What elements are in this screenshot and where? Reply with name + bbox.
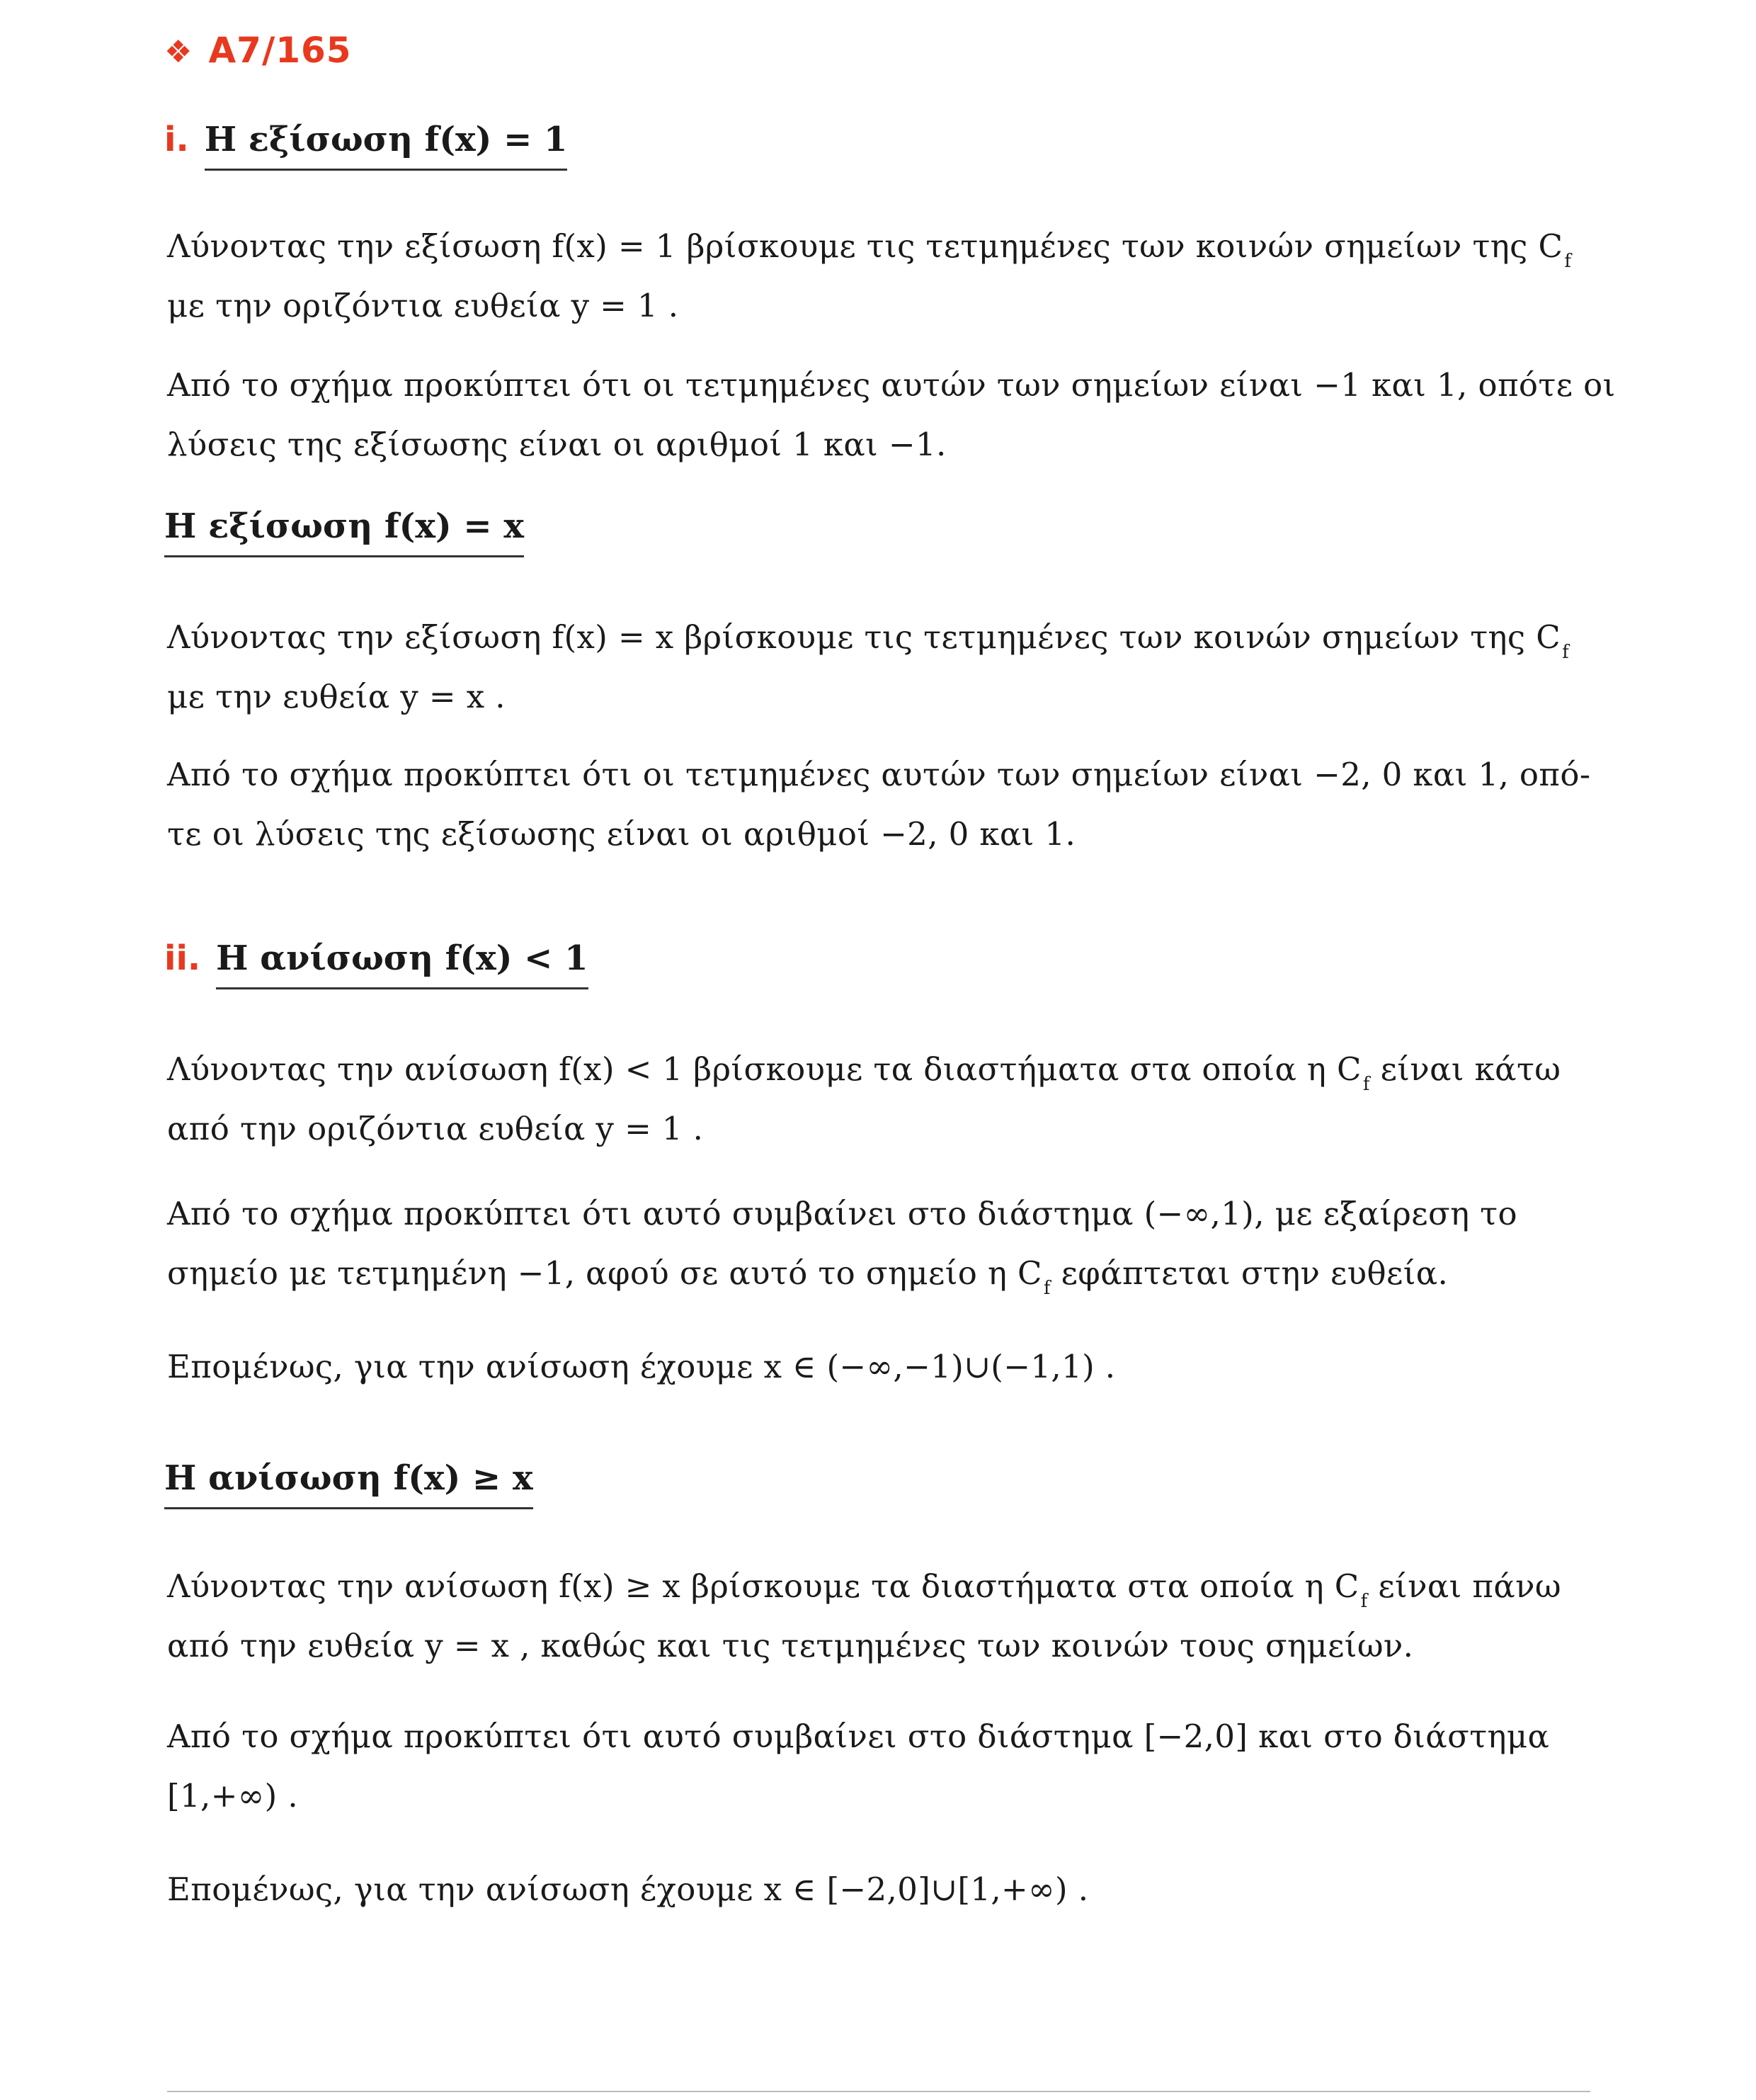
math-expression: f(x) ≥ x [559,1567,681,1605]
text-line [167,1557,1604,1616]
text-line [167,1184,1604,1244]
text: βρίσκουμε τα διαστήματα στα οποία η C [683,1050,1362,1088]
text-line: λύσεις της εξίσωσης είναι οι αριθμοί 1 και −1. [167,426,947,463]
text: Από το σχήμα προκύπτει ότι αυτό συμβαίνει στο διάστημα [167,1195,1144,1232]
subscript: f [1564,251,1572,272]
text: , με εξαίρεση το [1254,1195,1517,1232]
paragraph-5 [167,1040,1604,1159]
text-line [167,1040,1604,1099]
section-heading-i [164,116,567,171]
section-number: i. [164,120,189,159]
exercise-header [164,27,352,76]
text: και στο διάστημα [1248,1718,1550,1755]
text-line: Από το σχήμα προκύπτει ότι οι τετμημένες αυτών των σημείων είναι −2, 0 και 1, οπό- [167,756,1591,793]
subscript: f [1562,642,1570,663]
paragraph-3 [167,608,1604,727]
paragraph-2 [167,356,1616,475]
text-line: με την οριζόντια ευθεία y = 1 . [167,287,679,324]
section-title: Η ανίσωση f(x) ≥ x [164,1455,533,1509]
math-expression: [1,+∞) [167,1777,278,1815]
subsection-heading-f-geq-x [164,1455,533,1509]
text: βρίσκουμε τις τετμημένες των κοινών σημείων της C [673,618,1561,656]
text: Λύνοντας την ανίσωση [167,1050,559,1088]
subscript: f [1362,1074,1370,1095]
text: Λύνοντας την εξίσωση [167,618,552,656]
text: . [1068,1871,1089,1908]
math-expression: [−2,0] [1144,1718,1248,1755]
text-line [167,1337,1604,1397]
section-heading-ii [164,935,588,989]
text-line [167,1766,1604,1826]
math-expression: f(x) = x [552,618,674,656]
section-title: Η εξίσωση f(x) = 1 [205,116,568,171]
paragraph-7 [167,1337,1604,1397]
text: εφάπτεται στην ευθεία. [1050,1254,1449,1292]
section-title: Η ανίσωση f(x) < 1 [216,935,588,989]
exercise-code: Α7/165 [208,30,352,71]
paragraph-4 [167,745,1604,864]
section-title: Η εξίσωση f(x) = x [164,503,524,557]
text: Λύνοντας την ανίσωση [167,1567,559,1605]
text: βρίσκουμε τα διαστήματα στα οποία η C [680,1567,1359,1605]
footer-divider [167,2091,1590,2092]
subscript: f [1360,1591,1368,1612]
math-expression: (−∞,1) [1144,1195,1255,1232]
text-line [167,1244,1604,1303]
text-line [167,1860,1604,1919]
text: . [1095,1348,1116,1385]
text: Επομένως, για την ανίσωση έχουμε [167,1348,764,1385]
subsection-heading-f-equals-x [164,503,524,557]
text-line: τε οι λύσεις της εξίσωσης είναι οι αριθμοί −2, 0 και 1. [167,815,1076,853]
paragraph-10 [167,1860,1604,1919]
math-expression: x ∈ [−2,0]∪[1,+∞) [763,1871,1068,1908]
text: . [277,1777,299,1815]
text: είναι πάνω [1367,1567,1561,1605]
text-line: από την οριζόντια ευθεία y = 1 . [167,1110,704,1147]
text-line: με την ευθεία y = x . [167,678,506,715]
text: Από το σχήμα προκύπτει ότι αυτό συμβαίνει στο διάστημα [167,1718,1144,1755]
math-expression: x ∈ (−∞,−1)∪(−1,1) [763,1348,1095,1385]
paragraph-6 [167,1184,1604,1303]
text-line: από την ευθεία y = x , καθώς και τις τετμημένες των κοινών τους σημείων. [167,1627,1414,1664]
section-number: ii. [164,938,201,978]
text-line: Από το σχήμα προκύπτει ότι οι τετμημένες αυτών των σημείων είναι −1 και 1, οπότε οι [167,366,1616,404]
text: βρίσκουμε τις τετμημένες των κοινών σημείων της C [675,227,1563,265]
text: Λύνοντας την εξίσωση [167,227,552,265]
paragraph-1 [167,217,1604,336]
paragraph-8 [167,1557,1604,1676]
text: σημείο με τετμημένη −1, αφού σε αυτό το σημείο η C [167,1254,1042,1292]
text-line [167,217,1604,276]
text-line [167,1707,1604,1766]
paragraph-9 [167,1707,1604,1826]
text: Επομένως, για την ανίσωση έχουμε [167,1871,764,1908]
math-expression: f(x) < 1 [559,1050,683,1088]
subscript: f [1043,1278,1051,1299]
text-line [167,608,1604,667]
math-expression: f(x) = 1 [552,227,676,265]
text: είναι κάτω [1369,1050,1561,1088]
diamond-bullet-icon: ❖ [164,34,193,70]
